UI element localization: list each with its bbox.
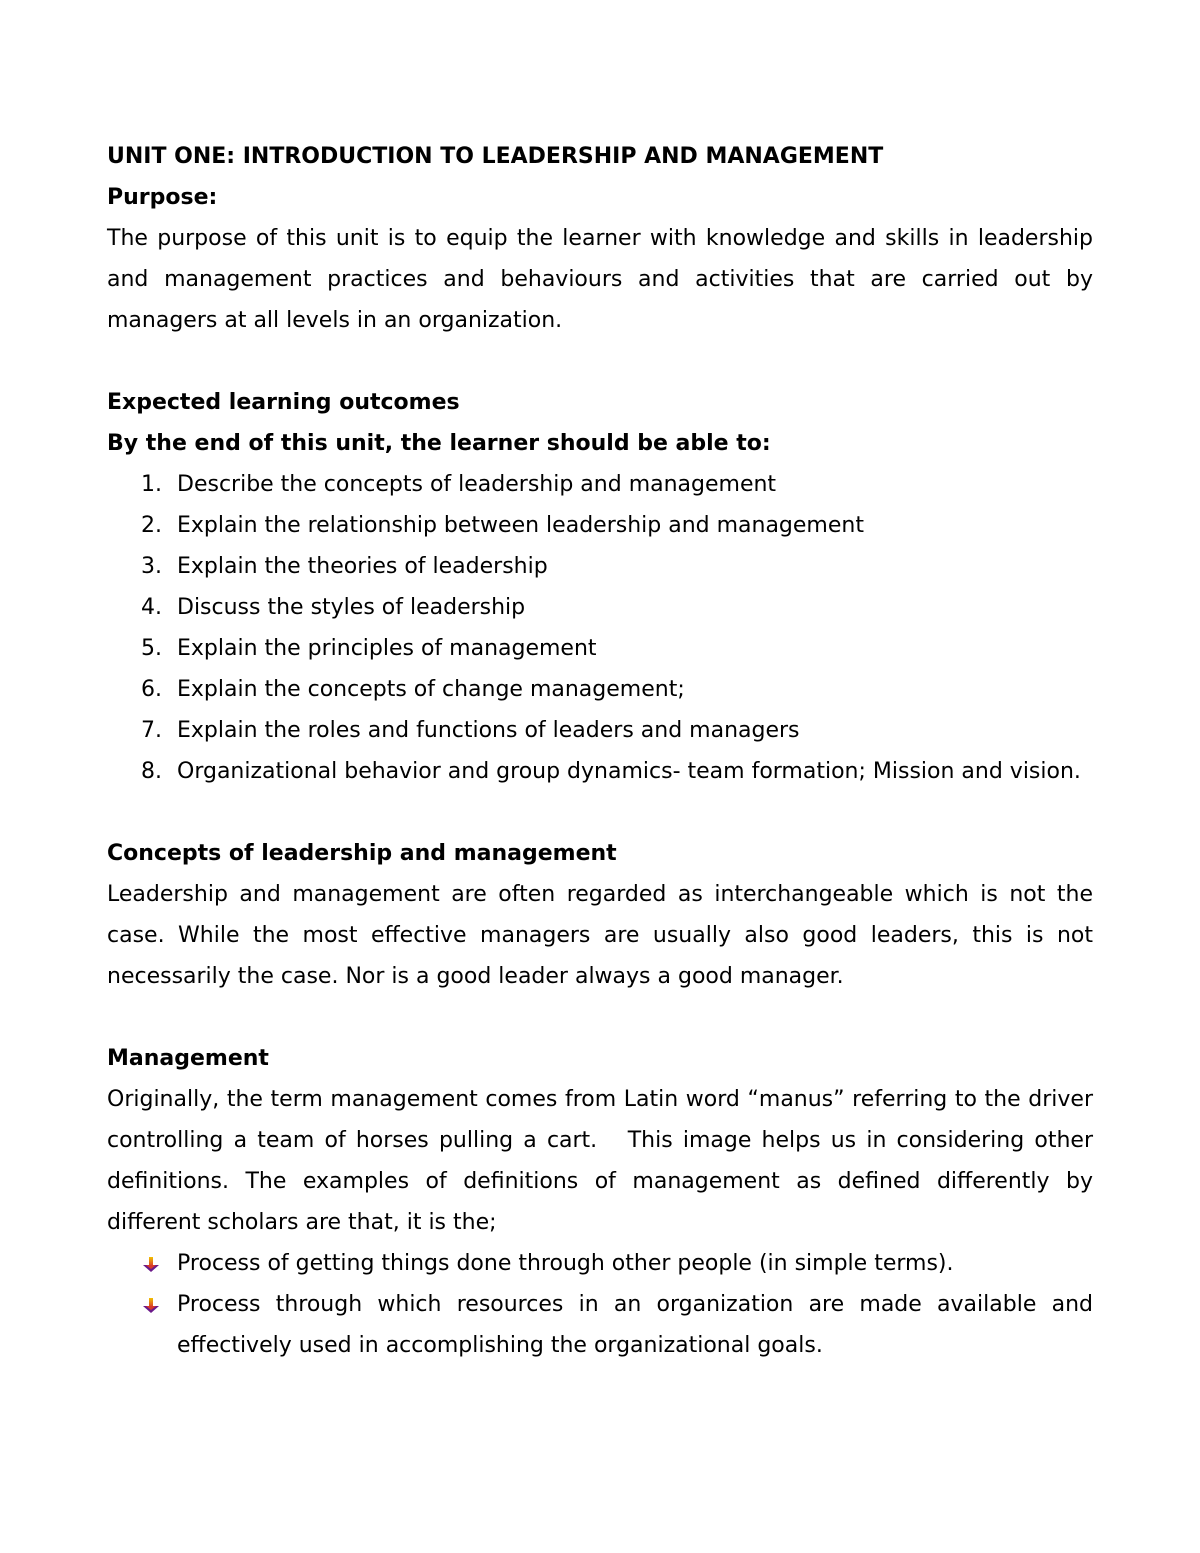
list-item: [107, 464, 1093, 505]
outcomes-list: [107, 464, 1093, 792]
spacer: [107, 997, 1093, 1038]
list-item: [107, 546, 1093, 587]
outcomes-intro: By the end of this unit, the learner should be able to:: [107, 431, 771, 456]
list-item: [107, 751, 1093, 792]
list-number: 1.: [141, 472, 162, 497]
list-item: [107, 587, 1093, 628]
concepts-text: Leadership and management are often regarded as interchangeable which is not the case. While the most effective managers are usually also good leaders, this is not necessarily the case. Nor is a good leader always a good manager.: [107, 882, 1093, 989]
management-bullets: [107, 1243, 1093, 1366]
document-page: [107, 136, 1100, 1366]
purpose-text: The purpose of this unit is to equip the learner with knowledge and skills in leadership and management practices and behaviours and activities that are carried out by managers at all levels in an organization.: [107, 226, 1093, 333]
spacer: [107, 341, 1093, 382]
list-item-text: Explain the principles of management: [177, 636, 597, 661]
list-item-text: Explain the roles and functions of leaders and managers: [177, 718, 800, 743]
list-item: [107, 505, 1093, 546]
list-item-text: Describe the concepts of leadership and management: [177, 472, 777, 497]
list-item-text: Process through which resources in an organization are made available and effectively used in accomplishing the organizational goals.: [177, 1292, 1093, 1358]
list-item-text: Explain the concepts of change management;: [177, 677, 685, 702]
list-number: 3.: [141, 554, 162, 579]
list-item-text: Explain the relationship between leadership and management: [177, 513, 864, 538]
list-item: [107, 628, 1093, 669]
list-item: [107, 1284, 1093, 1366]
list-number: 6.: [141, 677, 162, 702]
list-item: [107, 710, 1093, 751]
outcomes-heading: Expected learning outcomes: [107, 390, 460, 415]
list-item-text: Discuss the styles of leadership: [177, 595, 526, 620]
list-number: 2.: [141, 513, 162, 538]
list-number: 4.: [141, 595, 162, 620]
management-text: Originally, the term management comes from Latin word “manus” referring to the driver controlling a team of horses pulling a cart. This image helps us in considering other definitions. The examples of definitions of management as defined differently by different scholars are that, it is the;: [107, 1087, 1100, 1235]
list-item: [107, 669, 1093, 710]
list-number: 5.: [141, 636, 162, 661]
management-heading: Management: [107, 1046, 269, 1071]
list-number: 7.: [141, 718, 162, 743]
list-number: 8.: [141, 759, 162, 784]
list-item-text: Process of getting things done through other people (in simple terms).: [177, 1251, 954, 1276]
list-item-text: Organizational behavior and group dynamics- team formation; Mission and vision.: [177, 759, 1081, 784]
list-item: [107, 1243, 1093, 1284]
concepts-heading: Concepts of leadership and management: [107, 841, 617, 866]
down-arrow-bullet-icon: [141, 1296, 161, 1316]
list-item-text: Explain the theories of leadership: [177, 554, 548, 579]
down-arrow-bullet-icon: [141, 1255, 161, 1275]
spacer: [107, 792, 1093, 833]
unit-title: UNIT ONE: INTRODUCTION TO LEADERSHIP AND MANAGEMENT: [107, 144, 884, 169]
purpose-heading: Purpose:: [107, 185, 218, 210]
